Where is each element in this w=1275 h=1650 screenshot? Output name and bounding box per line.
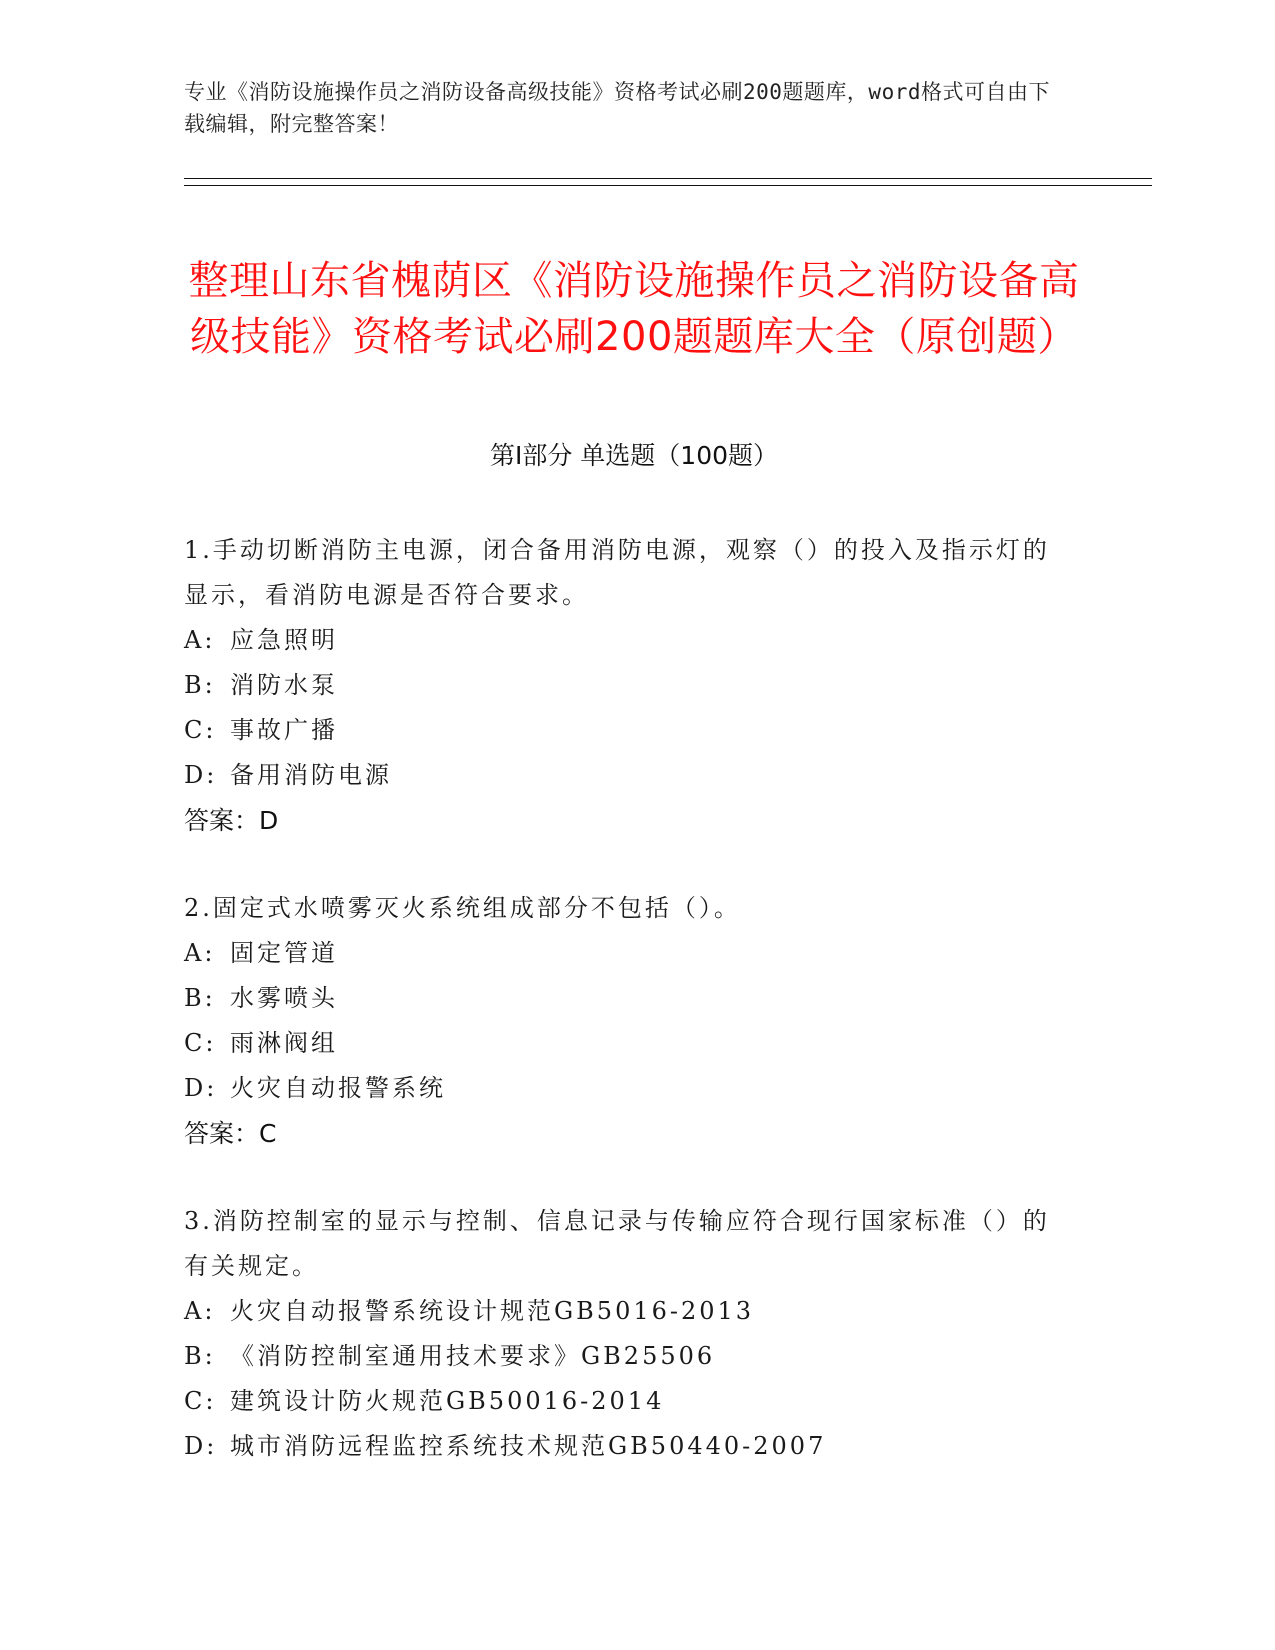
option-letter: B: [184,1342,216,1370]
document-title: 整理山东省槐荫区《消防设施操作员之消防设备高级技能》资格考试必刷200题题库大全（原创题） [188,257,1080,360]
question-option [184,976,1064,1021]
option-text: 城市消防远程监控系统技术规范GB50440-2007 [230,1432,827,1460]
option-letter: D: [184,1432,218,1460]
option-letter: A: [184,939,216,967]
option-text: 火灾自动报警系统设计规范GB5016-2013 [230,1297,755,1325]
option-text: 雨淋阀组 [230,1029,338,1057]
header-divider-bottom [184,185,1152,186]
option-letter: D: [184,761,218,789]
option-letter: D: [184,1074,218,1102]
question-option [184,1424,1064,1469]
question-answer: 答案：C [184,1119,277,1148]
question-option [184,1334,1064,1379]
question-option [184,708,1064,753]
question-stem: 1.手动切断消防主电源，闭合备用消防电源，观察（）的投入及指示灯的显示，看消防电源是否符合要求。 [184,536,1050,609]
option-letter: B: [184,984,216,1012]
option-letter: C: [184,716,217,744]
question-option [184,618,1064,663]
question-item [184,528,1064,844]
option-text: 消防水泵 [230,671,338,699]
option-text: 固定管道 [230,939,338,967]
option-text: 《消防控制室通用技术要求》GB25506 [230,1342,716,1370]
question-option [184,753,1064,798]
question-stem: 3.消防控制室的显示与控制、信息记录与传输应符合现行国家标准（）的有关规定。 [184,1207,1050,1280]
question-option [184,1066,1064,1111]
option-letter: A: [184,1297,216,1325]
question-option [184,1289,1064,1334]
option-letter: C: [184,1029,217,1057]
header-note: 专业《消防设施操作员之消防设备高级技能》资格考试必刷200题题库，word格式可自由下载编辑，附完整答案！ [184,80,1050,136]
section-title: 第I部分 单选题（100题） [489,441,779,470]
question-option [184,1021,1064,1066]
question-option [184,663,1064,708]
option-letter: B: [184,671,216,699]
option-letter: A: [184,626,216,654]
option-text: 事故广播 [230,716,338,744]
option-text: 应急照明 [230,626,338,654]
question-option [184,931,1064,976]
question-option [184,1379,1064,1424]
option-text: 水雾喷头 [230,984,338,1012]
question-item [184,1199,1064,1469]
option-text: 备用消防电源 [230,761,392,789]
question-item [184,886,1064,1157]
question-list [184,528,1064,1511]
question-answer: 答案：D [184,806,279,835]
header-divider-top [184,178,1152,179]
option-text: 建筑设计防火规范GB50016-2014 [230,1387,665,1415]
question-stem: 2.固定式水喷雾灭火系统组成部分不包括（）。 [184,894,741,922]
option-letter: C: [184,1387,217,1415]
option-text: 火灾自动报警系统 [230,1074,446,1102]
